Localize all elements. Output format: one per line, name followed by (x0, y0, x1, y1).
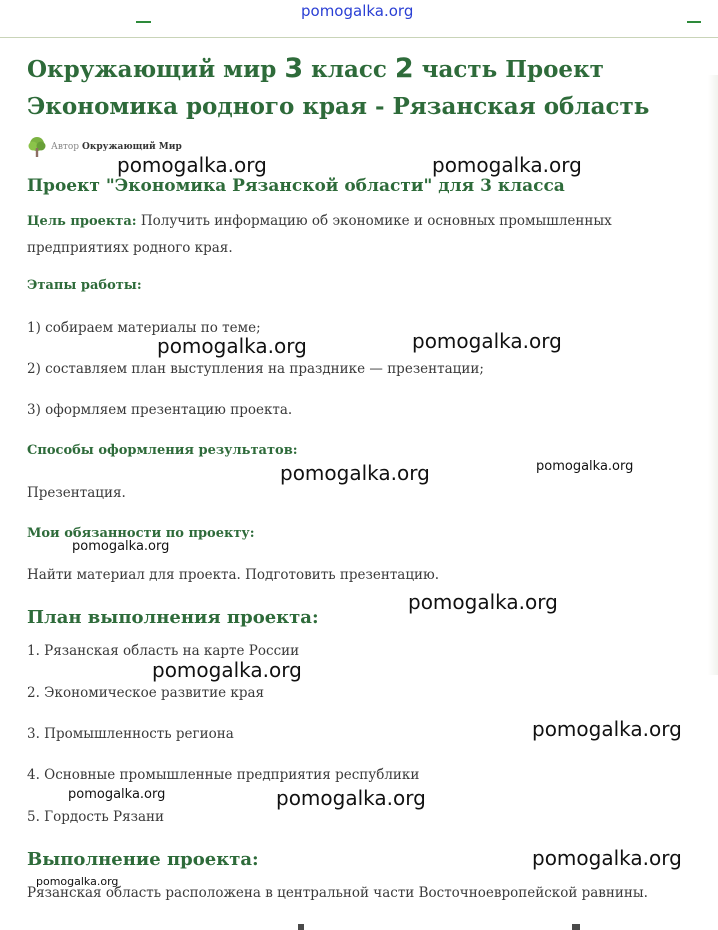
header-accent-right (687, 21, 701, 23)
site-logo[interactable]: pomogalka.org (301, 2, 414, 20)
goal-text: Получить информацию об экономике и основных промышленных предприятиях родного края. (27, 213, 612, 256)
plan-item: 4. Основные промышленные предприятия республики (27, 767, 420, 783)
watermark: pomogalka.org (408, 590, 558, 614)
title-line2: Экономика родного края - Рязанская область (27, 93, 650, 120)
stage-item: 2) составляем план выступления на празднике — презентации; (27, 361, 484, 377)
methods-text: Презентация. (27, 485, 126, 501)
tree-icon (27, 136, 47, 158)
watermark: pomogalka.org (117, 153, 267, 177)
cut-off-text-fragment (298, 924, 304, 930)
title-part2: класс (303, 56, 395, 83)
stage-item: 3) оформляем презентацию проекта. (27, 402, 293, 418)
watermark: pomogalka.org (532, 717, 682, 741)
site-header (0, 0, 718, 38)
watermark: pomogalka.org (36, 875, 119, 888)
stages-label: Этапы работы: (27, 278, 142, 293)
author-name[interactable]: Окружающий Мир (82, 142, 182, 152)
sidebar-edge (708, 75, 718, 675)
watermark: pomogalka.org (432, 153, 582, 177)
title-grade-number: 3 (284, 53, 304, 84)
plan-item: 5. Гордость Рязани (27, 809, 164, 825)
goal-label: Цель проекта: (27, 214, 137, 229)
watermark: pomogalka.org (536, 459, 634, 474)
title-part-number: 2 (394, 53, 414, 84)
plan-heading: План выполнения проекта: (27, 607, 319, 628)
watermark: pomogalka.org (72, 539, 170, 554)
author-prefix: Автор (51, 142, 80, 152)
page-title (27, 50, 697, 125)
watermark: pomogalka.org (532, 846, 682, 870)
watermark: pomogalka.org (280, 461, 430, 485)
title-part1: Окружающий мир (27, 56, 285, 83)
execution-heading: Выполнение проекта: (27, 849, 259, 870)
plan-item: 3. Промышленность региона (27, 726, 234, 742)
duties-label: Мои обязанности по проекту: (27, 526, 255, 541)
watermark: pomogalka.org (68, 787, 166, 802)
title-part3: часть Проект (413, 56, 604, 83)
watermark: pomogalka.org (412, 329, 562, 353)
header-accent-left (136, 21, 151, 23)
project-goal (27, 208, 667, 262)
watermark: pomogalka.org (157, 334, 307, 358)
watermark: pomogalka.org (152, 658, 302, 682)
watermark: pomogalka.org (276, 786, 426, 810)
plan-item: 1. Рязанская область на карте России (27, 643, 300, 659)
plan-item: 2. Экономическое развитие края (27, 685, 265, 701)
duties-text: Найти материал для проекта. Подготовить презентацию. (27, 567, 440, 583)
stage-item: 1) собираем материалы по теме; (27, 320, 261, 336)
execution-text: Рязанская область расположена в центральной части Восточноевропейской равнины. (27, 885, 648, 901)
cut-off-text-fragment (572, 924, 580, 930)
project-subtitle: Проект "Экономика Рязанской области" для 3 класса (27, 176, 565, 196)
methods-label: Способы оформления результатов: (27, 443, 298, 458)
